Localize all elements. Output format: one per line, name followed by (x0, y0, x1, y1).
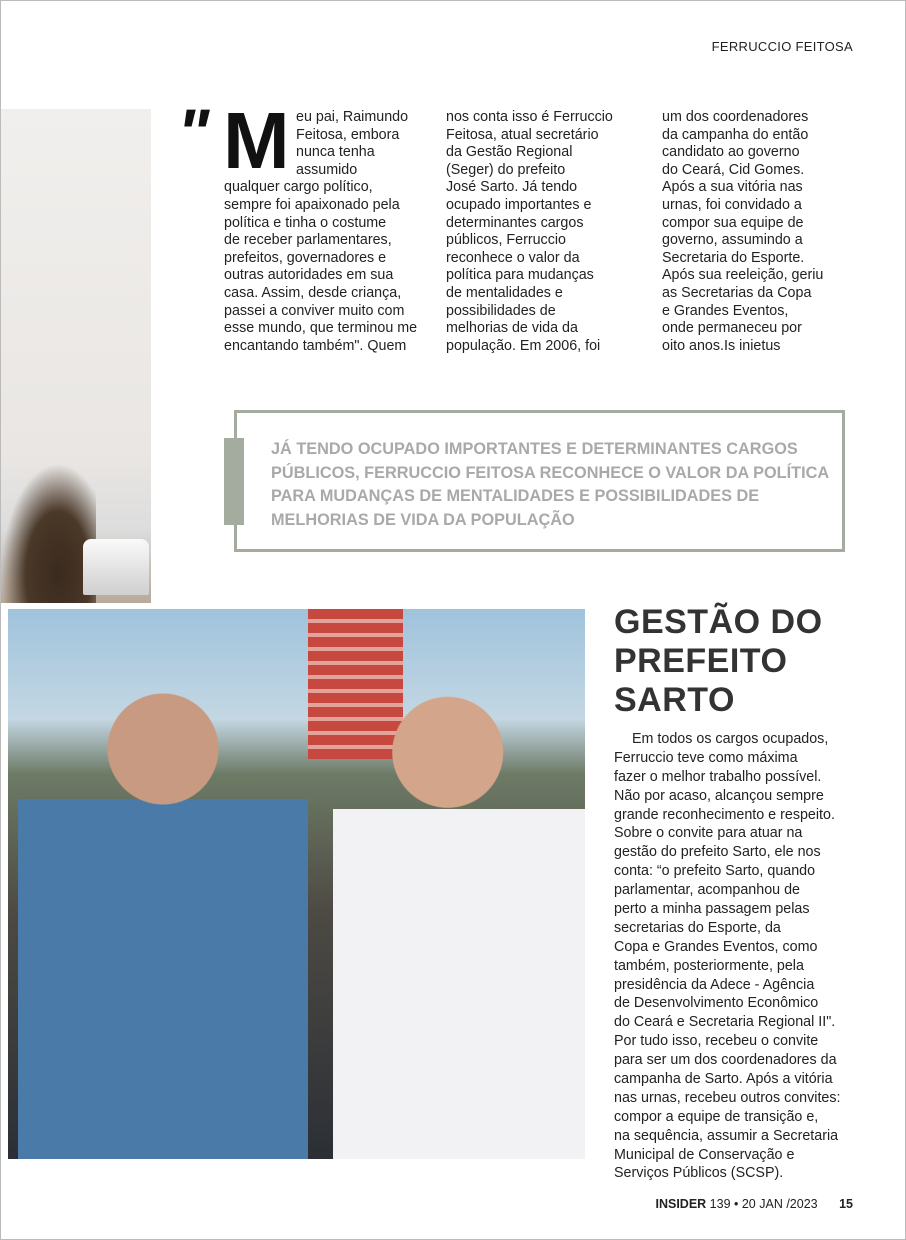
photo-statue (1, 109, 151, 603)
pull-quote-line: PARA MUDANÇAS DE MENTALIDADES E POSSIBILIDADES DE (271, 487, 760, 505)
text-line: na sequência, assumir a Secretaria (614, 1127, 839, 1144)
text-line: perto a minha passagem pelas (614, 901, 810, 918)
text-line: compor sua equipe de (662, 214, 804, 231)
running-title: FERRUCCIO FEITOSA (711, 39, 853, 54)
text-line: Não por acaso, alcançou sempre (614, 787, 824, 804)
text-column-4 (614, 730, 841, 1183)
text-line: nas urnas, recebeu outros convites: (614, 1089, 841, 1106)
text-line: conta: “o prefeito Sarto, quando (614, 863, 816, 880)
text-column-2 (446, 109, 613, 355)
text-line: compor a equipe de transição e, (614, 1108, 819, 1125)
text-line: passei a conviver muito com (224, 302, 405, 319)
text-line: encantando também". Quem (224, 337, 407, 354)
section-heading (614, 603, 823, 720)
text-line: candidato ao governo (662, 144, 800, 161)
text-line: fazer o melhor trabalho possível. (614, 768, 822, 785)
text-line: outras autoridades em sua (224, 267, 394, 284)
text-column-3 (662, 109, 823, 355)
text-line: Copa e Grandes Eventos, como (614, 938, 818, 955)
pull-quote-line: PÚBLICOS, FERRUCCIO FEITOSA RECONHECE O VALOR DA POLÍTICA (271, 463, 830, 482)
statue-figure (1, 463, 96, 603)
text-line: determinantes cargos (446, 214, 584, 231)
text-line: possibilidades de (446, 302, 556, 319)
pull-quote-line: JÁ TENDO OCUPADO IMPORTANTES E DETERMINANTES CARGOS (271, 440, 798, 458)
text-line: públicos, Ferruccio (446, 232, 566, 249)
text-line: Por tudo isso, recebeu o convite (614, 1033, 819, 1050)
text-line: Serviços Públicos (SCSP). (614, 1165, 784, 1182)
text-line: Após sua reeleição, geriu (662, 267, 824, 284)
text-line: grande reconhecimento e respeito. (614, 806, 835, 823)
text-line: parlamentar, acompanhou de (614, 882, 800, 899)
text-line: Municipal de Conservação e (614, 1146, 795, 1163)
pull-quote-line: MELHORIAS DE VIDA DA POPULAÇÃO (271, 510, 575, 529)
issue-info: 139 • 20 JAN /2023 (709, 1197, 818, 1211)
text-line: Em todos os cargos ocupados, (632, 731, 829, 747)
text-line: assumido (296, 161, 358, 178)
text-line: presidência da Adece - Agência (614, 976, 815, 993)
text-line: de Desenvolvimento Econômico (614, 995, 819, 1012)
text-line: esse mundo, que terminou me (224, 320, 418, 337)
drop-cap: M (223, 96, 290, 185)
text-line: onde permaneceu por (662, 320, 802, 337)
text-line: ocupado importantes e (446, 196, 592, 213)
text-column-1 (224, 109, 417, 355)
text-line: José Sarto. Já tendo (446, 179, 578, 196)
text-line: Ferruccio teve como máxima (614, 749, 798, 766)
quote-mark: " (177, 95, 204, 171)
text-line: gestão do prefeito Sarto, ele nos (614, 844, 821, 861)
text-line: prefeitos, governadores e (224, 249, 387, 266)
text-line: do Ceará, Cid Gomes. (662, 161, 805, 178)
text-line: melhorias de vida da (446, 320, 578, 337)
text-line: (Seger) do prefeito (446, 161, 566, 178)
text-line: nunca tenha (296, 144, 375, 161)
text-line: e Grandes Eventos, (662, 302, 789, 319)
text-line: de mentalidades e (446, 284, 563, 301)
text-line: um dos coordenadores (662, 109, 809, 125)
text-line: da Gestão Regional (446, 144, 573, 161)
text-line: para ser um dos coordenadores da (614, 1052, 837, 1069)
text-line: Feitosa, atual secretário (446, 126, 599, 143)
text-line: sempre foi apaixonado pela (224, 196, 400, 213)
text-line: as Secretarias da Copa (662, 284, 812, 301)
text-line: governo, assumindo a (662, 232, 803, 249)
text-line: casa. Assim, desde criança, (224, 284, 402, 301)
text-line: de receber parlamentares, (224, 232, 392, 249)
man-white-shirt (333, 669, 585, 1159)
text-line: população. Em 2006, foi (446, 337, 601, 354)
text-line: reconhece o valor da (446, 249, 580, 266)
pull-quote-text (271, 438, 829, 532)
man-blue-shirt (18, 659, 308, 1159)
text-line: secretarias do Esporte, da (614, 919, 781, 936)
heading-line: GESTÃO DO (614, 603, 823, 641)
text-line: campanha de Sarto. Após a vitória (614, 1071, 833, 1088)
text-line: qualquer cargo político, (224, 179, 373, 196)
text-line: eu pai, Raimundo (296, 109, 409, 125)
page-number: 15 (839, 1197, 853, 1211)
cup-object (83, 539, 149, 595)
magazine-name: INSIDER (655, 1197, 707, 1211)
text-line: Feitosa, embora (296, 126, 400, 143)
text-line: do Ceará e Secretaria Regional II". (614, 1014, 836, 1031)
text-line: nos conta isso é Ferruccio (446, 109, 613, 125)
pull-quote-accent-bar (224, 438, 244, 525)
text-line: Secretaria do Esporte. (662, 249, 805, 266)
text-line: Sobre o convite para atuar na (614, 825, 803, 842)
text-line: política e tinha o costume (224, 214, 387, 231)
page-footer (655, 1197, 853, 1211)
text-line: oito anos.Is inietus (662, 337, 781, 354)
text-line: política para mudanças (446, 267, 594, 284)
text-line: também, posteriormente, pela (614, 957, 804, 974)
text-line: urnas, foi convidado a (662, 196, 802, 213)
heading-line: SARTO (614, 681, 735, 719)
heading-line: PREFEITO (614, 642, 788, 680)
text-line: da campanha do então (662, 126, 809, 143)
photo-two-men (8, 609, 585, 1159)
text-line: Após a sua vitória nas (662, 179, 803, 196)
